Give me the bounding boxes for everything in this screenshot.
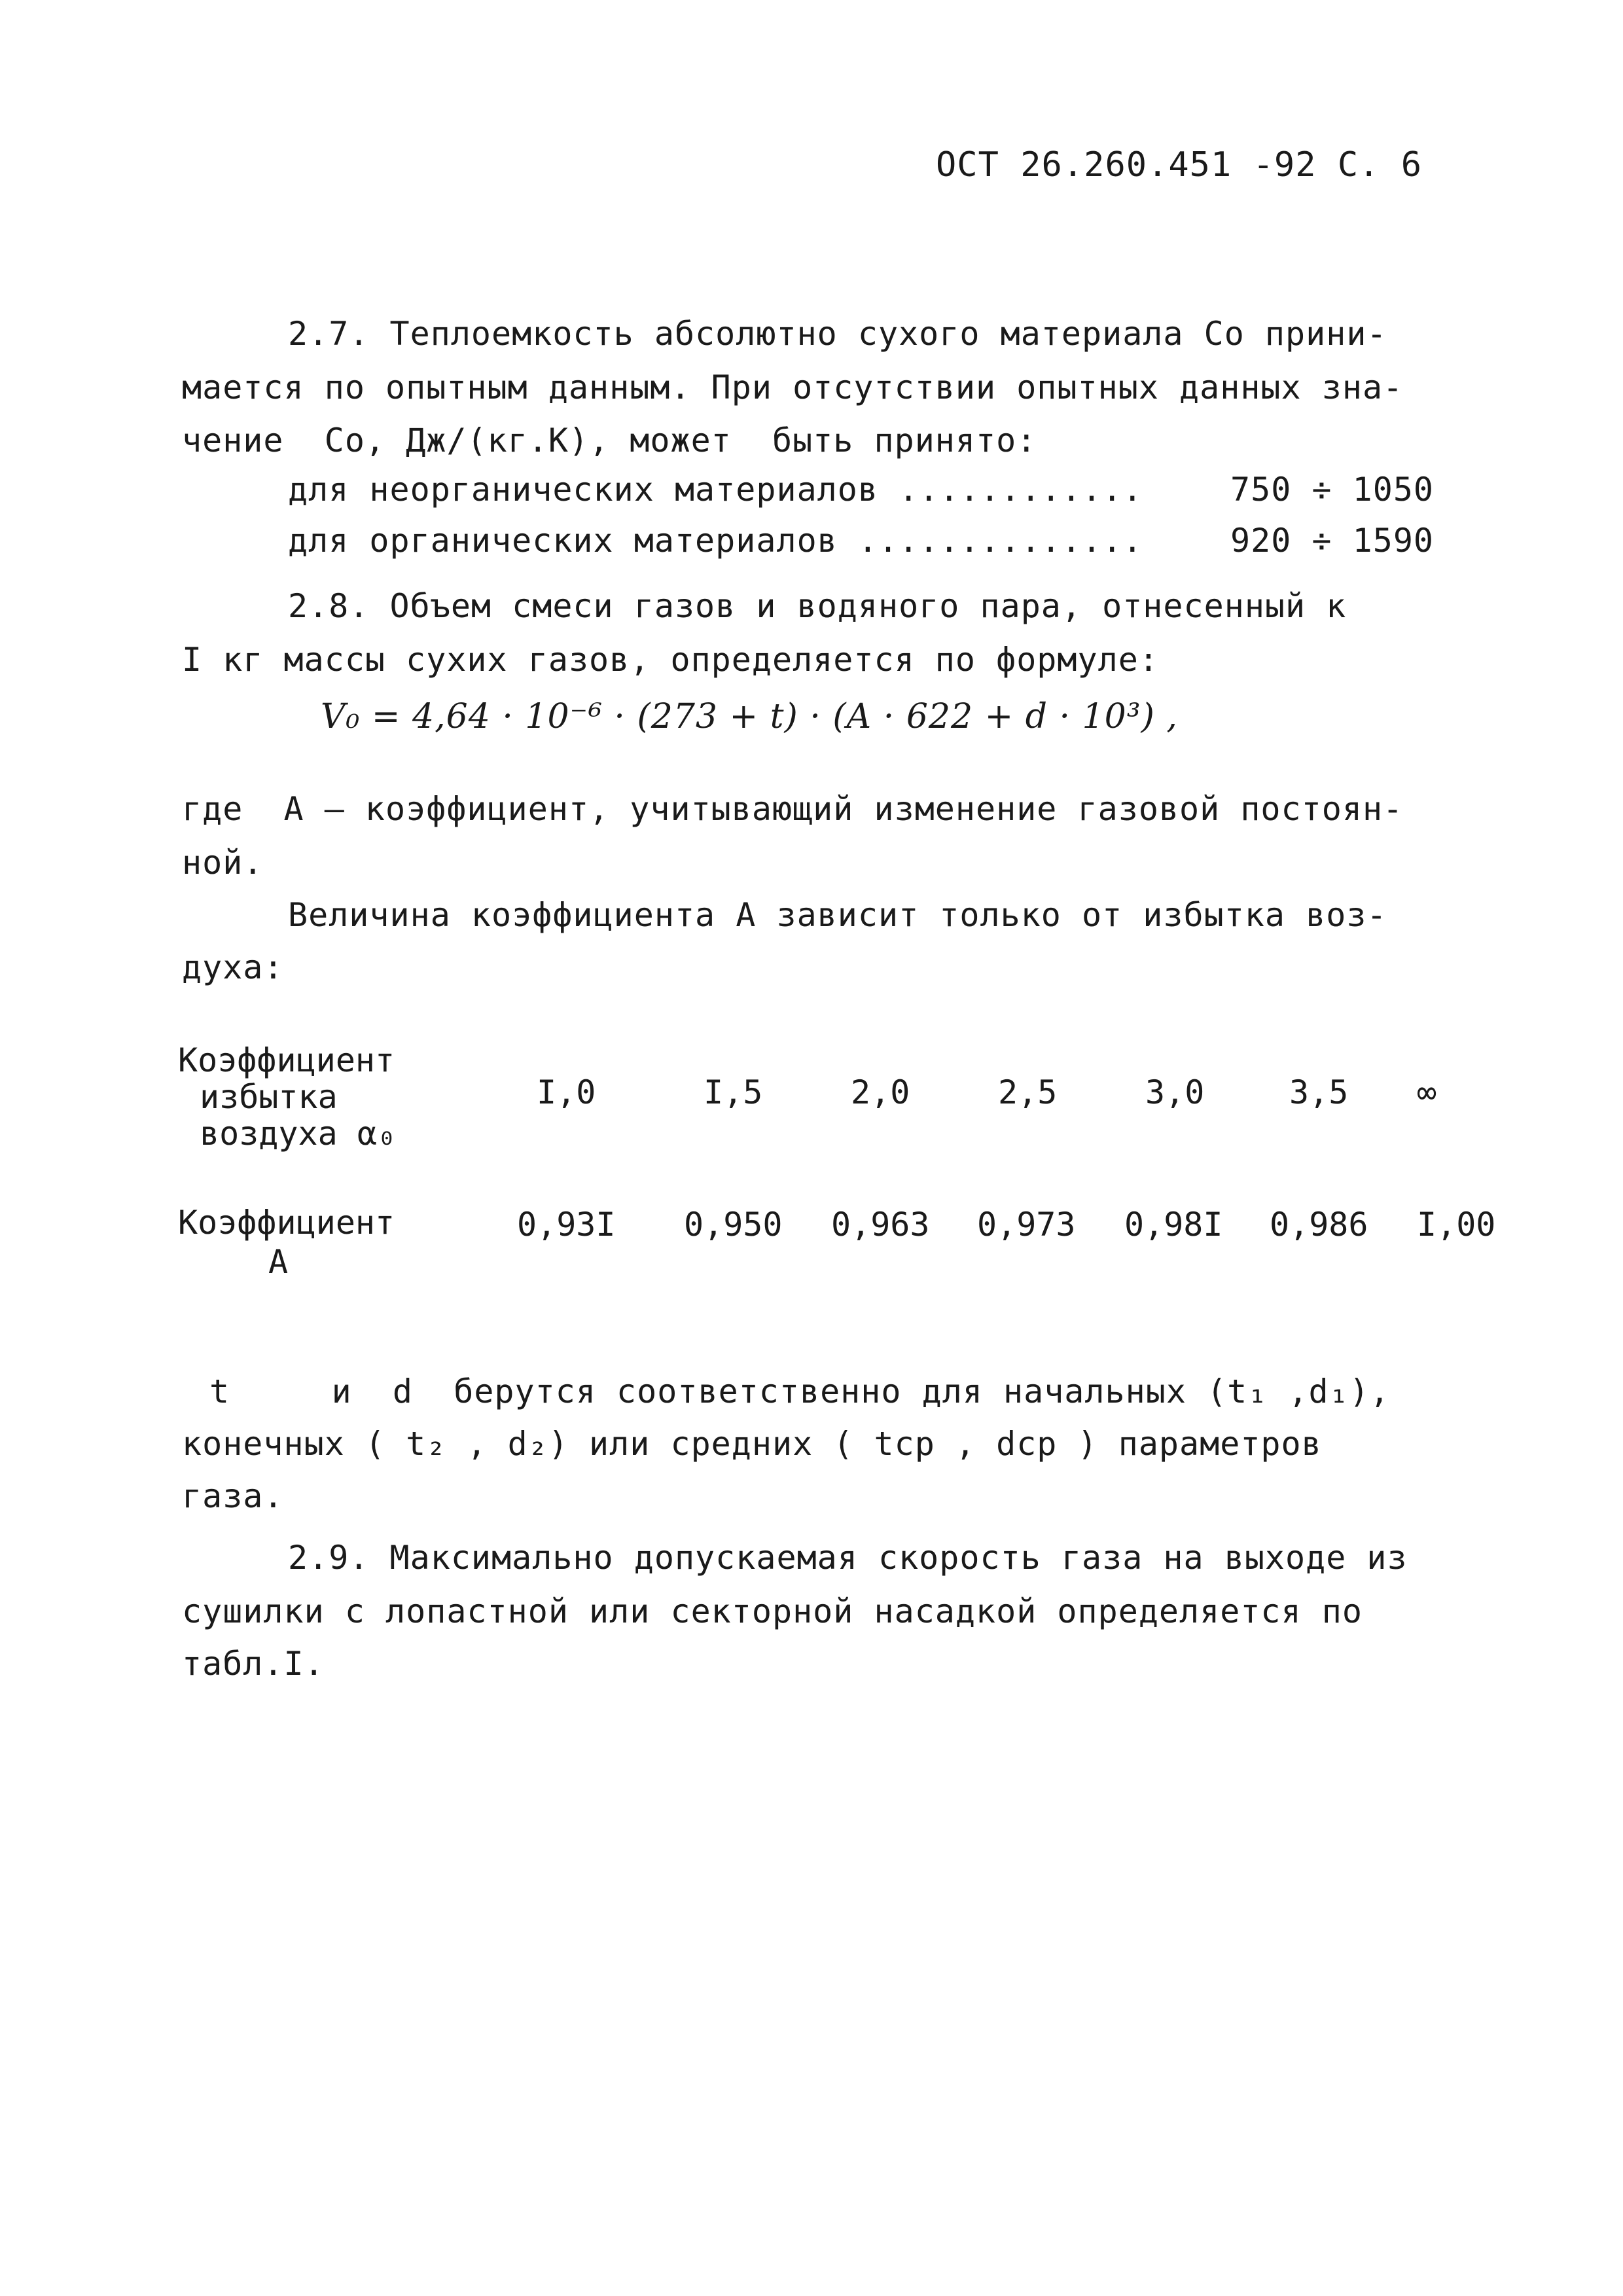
table-cell: 2,5 — [998, 1073, 1058, 1111]
row-label: воздуха α₀ — [200, 1115, 397, 1153]
paragraph-line: где А – коэффициент, учитывающий изменение газовой постоян- — [182, 790, 1404, 828]
paragraph-line: конечных ( t₂ , d₂) или средних ( tср , dср ) параметров — [182, 1425, 1322, 1463]
paragraph-line: табл.I. — [182, 1645, 325, 1683]
paragraph-line: мается по опытным данным. При отсутствии опытных данных зна- — [182, 368, 1404, 406]
table-cell: I,0 — [537, 1073, 596, 1111]
paragraph-line: I кг массы сухих газов, определяется по формуле: — [182, 641, 1159, 679]
paragraph-line: газа. — [182, 1477, 284, 1515]
row-label: Коэффициент — [178, 1204, 395, 1242]
table-cell: 0,963 — [831, 1206, 930, 1244]
paragraph-line: сушилки с лопастной или секторной насадкой определяется по — [182, 1592, 1363, 1630]
table-cell: ∞ — [1417, 1073, 1437, 1111]
table-cell: 0,93I — [517, 1206, 616, 1244]
paragraph-line: чение Со, Дж/(кг.К), может быть принято: — [182, 422, 1037, 459]
table-cell: 2,0 — [851, 1073, 910, 1111]
table-cell: 0,98I — [1124, 1206, 1223, 1244]
paragraph-line: духа: — [182, 948, 284, 986]
paragraph-line: 2.8. Объем смеси газов и водяного пара, отнесенный к — [288, 587, 1347, 625]
table-cell: 0,973 — [977, 1206, 1076, 1244]
list-item-value: 750 ÷ 1050 — [1230, 471, 1435, 509]
row-label: Коэффициент — [178, 1041, 395, 1079]
row-label: избытка — [200, 1078, 338, 1116]
table-cell: I,5 — [704, 1073, 763, 1111]
list-item-label: для органических материалов .............. — [288, 522, 1143, 560]
table-cell: 0,986 — [1270, 1206, 1368, 1244]
paragraph-line: t и d берутся соответственно для начальных (t₁ ,d₁), — [209, 1372, 1390, 1410]
paragraph-line: ной. — [182, 844, 264, 882]
list-item-label: для неорганических материалов ............ — [288, 471, 1143, 509]
formula: V₀ = 4,64 · 10⁻⁶ · (273 + t) · (A · 622 + d · 10³) , — [321, 697, 1178, 736]
table-cell: I,00 — [1417, 1206, 1496, 1244]
table-cell: 3,0 — [1145, 1073, 1205, 1111]
paragraph-line: Величина коэффициента А зависит только от избытка воз- — [288, 896, 1387, 934]
page-header: ОСТ 26.260.451 -92 С. 6 — [936, 145, 1423, 185]
paragraph-line: 2.7. Теплоемкость абсолютно сухого материала Со прини- — [288, 315, 1387, 353]
row-label: А — [268, 1243, 289, 1281]
paragraph-line: 2.9. Максимально допускаемая скорость газа на выходе из — [288, 1539, 1408, 1577]
table-cell: 0,950 — [684, 1206, 783, 1244]
table-cell: 3,5 — [1289, 1073, 1349, 1111]
list-item-value: 920 ÷ 1590 — [1230, 522, 1435, 560]
